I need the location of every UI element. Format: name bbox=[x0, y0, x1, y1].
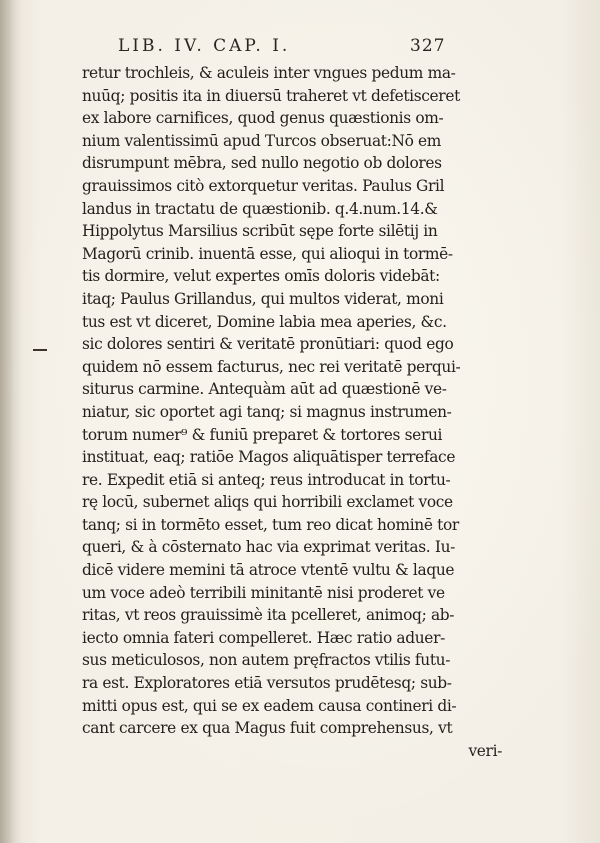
text-line: grauissimos citò extorquetur veritas. Paulus Gril bbox=[82, 176, 445, 195]
text-line: re. Expedit etiā si anteq; reus introducat in tortu- bbox=[82, 470, 451, 489]
text-line: retur trochleis, & aculeis inter vngues pedum ma- bbox=[82, 64, 456, 82]
text-line: sus meticulosos, non autem pręfractos vtilis futu- bbox=[82, 651, 451, 670]
text-line: um voce adeò terribili minitantē nisi proderet ve bbox=[82, 583, 445, 602]
text-line: siturus carmine. Antequàm aūt ad quæstionē ve- bbox=[82, 380, 447, 399]
page-header bbox=[0, 36, 600, 62]
text-line: dicē videre memini tā atroce vtentē vultu & laque bbox=[82, 561, 455, 580]
catchword: veri- bbox=[468, 741, 502, 760]
text-line: ra est. Exploratores etiā versutos prudētesq; sub- bbox=[82, 674, 452, 693]
text-line: itaq; Paulus Grillandus, qui multos viderat, moni bbox=[82, 289, 444, 308]
text-line: ritas, vt reos grauissimè ita pcelleret, animoq; ab- bbox=[82, 606, 455, 625]
text-line: disrumpunt mēbra, sed nullo negotio ob dolores bbox=[82, 154, 442, 173]
text-line: sic dolores sentiri & veritatē pronūtiari: quod ego bbox=[82, 335, 454, 354]
text-line: queri, & à cōsternato hac via exprimat veritas. Iu- bbox=[82, 538, 455, 557]
text-line: rę locū, subernet aliqs qui horribili exclamet voce bbox=[82, 493, 453, 512]
text-line: quidem nō essem facturus, nec rei veritatē perqui- bbox=[82, 357, 461, 376]
text-line: Hippolytus Marsilius scribūt sępe forte silētij in bbox=[82, 222, 438, 241]
text-line: torum numer⁹ & funiū preparet & tortores serui bbox=[82, 425, 443, 444]
text-line: nium valentissimū apud Turcos obseruat:Nō em bbox=[82, 131, 442, 150]
text-line: Magorū crinib. inuentā esse, qui alioqui in tormē- bbox=[82, 244, 453, 263]
text-line: iecto omnia fateri compelleret. Hæc ratio aduer- bbox=[82, 628, 445, 647]
text-line: tanq; si in tormēto esset, tum reo dicat hominē tor bbox=[82, 515, 459, 534]
text-line: landus in tractatu de quæstionib. q.4.num.14.& bbox=[82, 199, 438, 218]
text-line: tis dormire, velut expertes omīs doloris videbāt: bbox=[82, 267, 440, 286]
text-line: instituat, eaq; ratiōe Magos aliquātisper terreface bbox=[82, 448, 456, 467]
text-line: mitti opus est, qui se ex eadem causa contineri di- bbox=[82, 696, 457, 715]
body-text bbox=[82, 62, 502, 762]
text-line: nuūq; positis ita in diuersū traheret vt defetisceret bbox=[82, 86, 460, 105]
text-line: niatur, sic oportet agi tanq; si magnus instrumen- bbox=[82, 402, 452, 421]
text-line: cant carcere ex qua Magus fuit comprehensus, vt bbox=[82, 719, 453, 738]
page-number: 327 bbox=[410, 36, 446, 56]
margin-dash-mark bbox=[33, 349, 47, 351]
gutter-shadow bbox=[0, 0, 22, 843]
running-head: LIB. IV. CAP. I. bbox=[118, 36, 291, 56]
text-line: tus est vt diceret, Domine labia mea aperies, &c. bbox=[82, 312, 447, 331]
text-line: ex labore carnifices, quod genus quæstionis om- bbox=[82, 109, 444, 128]
